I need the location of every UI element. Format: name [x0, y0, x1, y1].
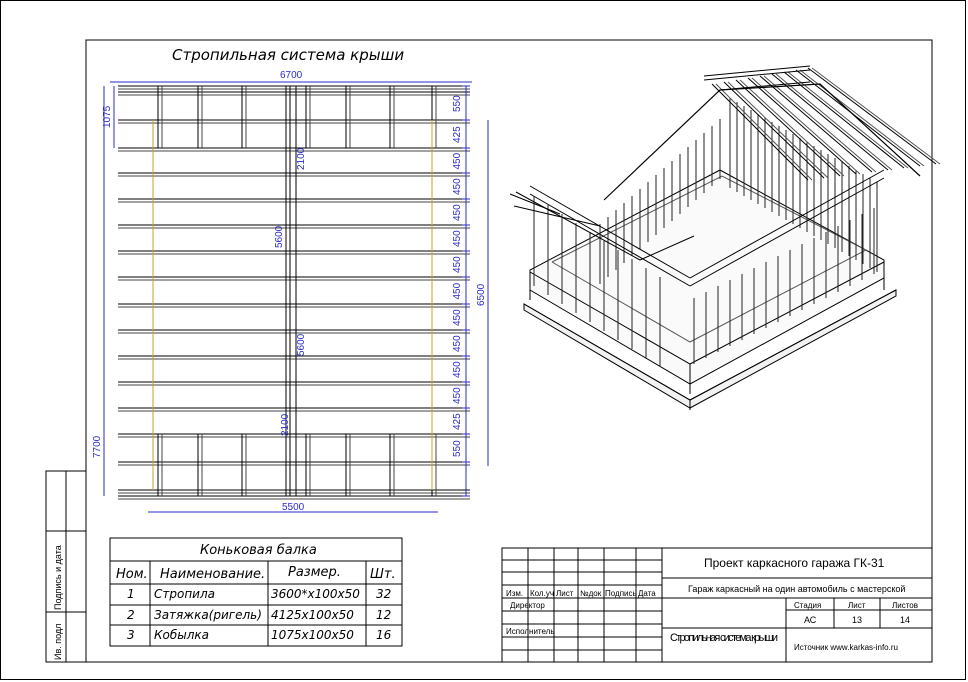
tb-col-podpis: Подпись — [605, 589, 637, 598]
tb-sheets-label: Листов — [892, 601, 918, 610]
dim-right-spacing-10: 450 — [452, 335, 463, 352]
dim-right-spacing-12: 450 — [452, 387, 463, 404]
dim-right-total: 6500 — [476, 283, 487, 306]
dim-right-spacing-8: 450 — [452, 282, 463, 300]
tb-stage-label: Стадия — [794, 601, 822, 610]
spec-row-2-qty: 12 — [376, 608, 392, 622]
dim-right-spacing-2: 425 — [452, 126, 463, 143]
spec-row-3-num: 3 — [127, 628, 135, 642]
spec-header-size: Размер. — [288, 565, 341, 580]
dim-center-mid1: 5600 — [274, 225, 285, 248]
roof-plan — [118, 86, 470, 499]
dim-bottom-width: 5500 — [282, 502, 305, 513]
dim-right-spacing-4: 450 — [452, 178, 463, 195]
dim-top-width: 6700 — [280, 70, 303, 81]
tb-sheet-label: Лист — [848, 601, 866, 610]
tb-project: Проект каркасного гаража ГК-31 — [704, 556, 885, 570]
spec-header-num: Ном. — [116, 567, 148, 582]
tb-col-data: Дата — [638, 589, 656, 598]
tb-sheets: 14 — [900, 615, 911, 625]
dim-center-bottom: 2100 — [280, 413, 291, 436]
tb-director: Директор — [510, 601, 545, 610]
spec-table-title: Коньковая балка — [200, 543, 317, 558]
tb-col-izm: Изм. — [506, 589, 524, 598]
tb-col-kolych: Кол.уч — [530, 589, 554, 598]
dim-left-top: 1075 — [102, 105, 113, 128]
spec-header-name: Наименование. — [160, 567, 266, 582]
tb-col-ndok: №док — [580, 589, 602, 598]
tb-col-list: Лист — [556, 589, 574, 598]
spec-row-3-size: 1075x100x50 — [271, 628, 354, 642]
spec-row-1-num: 1 — [127, 587, 135, 601]
dim-center-mid2: 5600 — [296, 333, 307, 356]
spec-row-3-name: Кобылка — [154, 628, 210, 642]
rafter-lines — [118, 86, 470, 499]
dim-right-spacing-3: 450 — [452, 152, 463, 170]
dim-right-spacing-14: 550 — [452, 440, 463, 457]
sign-date-label: Подпись и дата — [53, 545, 63, 610]
tb-source: Источник www.karkas-info.ru — [794, 643, 898, 652]
spec-row-2-size: 4125x100x50 — [271, 608, 354, 622]
spec-row-1-size: 3600*x100x50 — [271, 587, 360, 601]
spec-row-1-qty: 32 — [376, 587, 392, 601]
tb-description: Гараж каркасный на один автомобиль с мастерской — [688, 584, 906, 594]
tb-executor: Исполнитель — [506, 627, 555, 636]
spec-row-2-num: 2 — [127, 608, 135, 622]
tb-sheet: 13 — [852, 615, 863, 625]
dim-right-spacing-6: 450 — [452, 230, 463, 247]
drawing-title: Стропильная система крыши — [172, 46, 405, 64]
dim-right-spacing-7: 450 — [452, 256, 463, 273]
dim-left-total: 7700 — [92, 435, 103, 458]
spec-header-qty: Шт. — [370, 567, 396, 582]
spec-row-1-name: Стропила — [154, 587, 215, 601]
dim-right-spacing-13: 425 — [452, 413, 463, 430]
inv-no-label: Ив. подл — [53, 623, 63, 660]
spec-row-2-name: Затяжка(ригель) — [154, 608, 262, 622]
dim-right-spacing-11: 450 — [452, 361, 463, 378]
garage-isometric — [510, 66, 940, 410]
tb-sheet-name: Стропильная система крыши — [670, 632, 778, 644]
dim-right-spacing-5: 450 — [452, 204, 463, 221]
spec-row-3-qty: 16 — [376, 628, 392, 642]
dim-center-top: 2100 — [296, 147, 307, 170]
dim-right-spacing-9: 450 — [452, 309, 463, 326]
tb-stage: АС — [804, 615, 817, 625]
dim-right-spacing-1: 550 — [452, 95, 463, 112]
